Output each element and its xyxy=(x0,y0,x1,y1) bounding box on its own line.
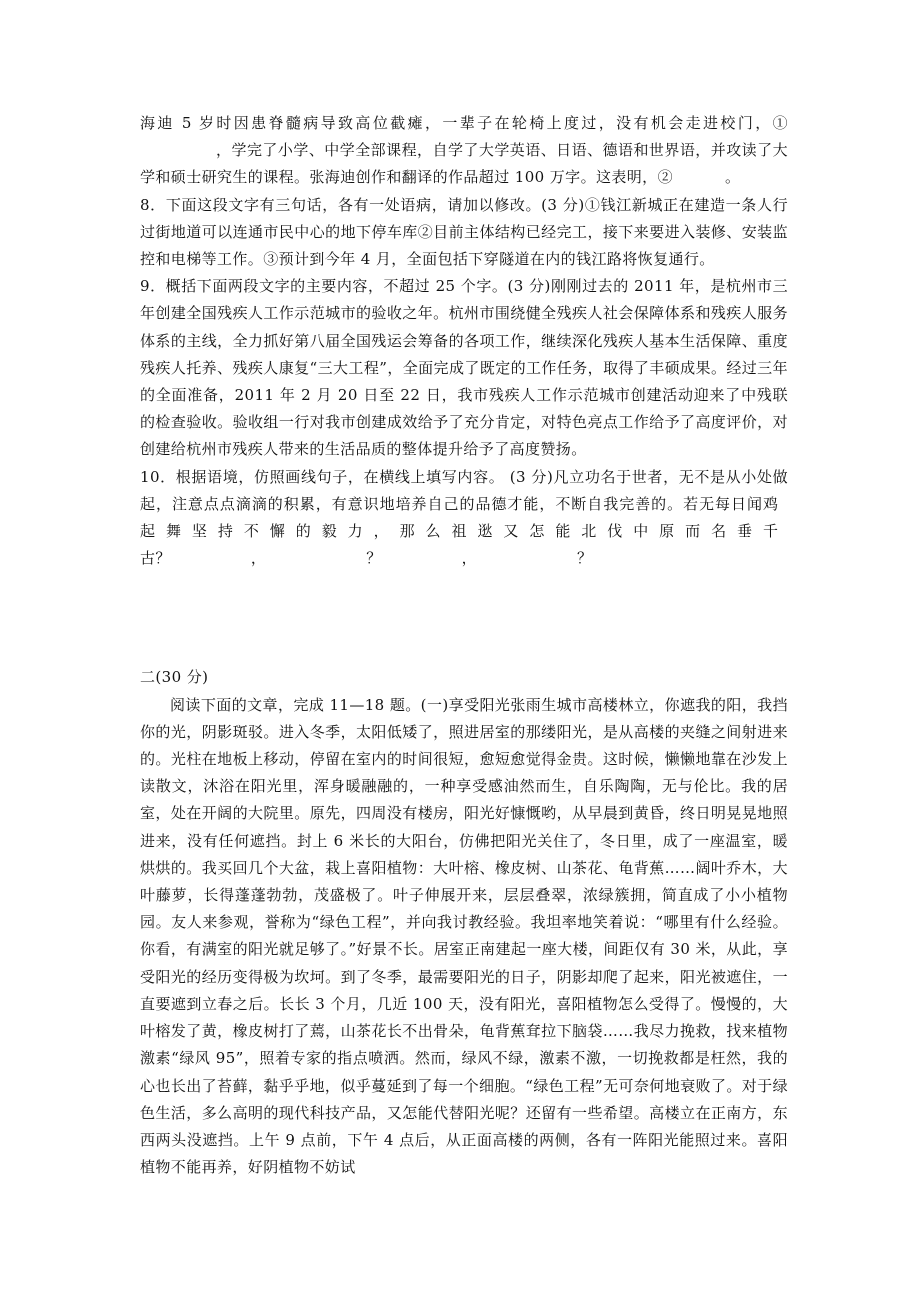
reading-passage: 阅读下面的文章，完成 11—18 题。(一)享受阳光张雨生城市高楼林立，你遮我的阳，我挡你的光，阴影斑驳。进入冬季，太阳低矮了，照进居室的那缕阳光，是从高楼的夹缝之间射进来的。光柱在地板上移动，停留在室内的时间很短，愈短愈觉得金贵。这时候，懒懒地靠在沙发上读散文，沐浴在阳光里，浑身暖融融的，一种享受感油然而生，自乐陶陶，无与伦比。我的居室，处在开阔的大院里。原先，四周没有楼房，阳光好慷慨哟，从早晨到黄昏，终日明晃晃地照进来，没有任何遮挡。封上 6 米长的大阳台，仿佛把阳光关住了，冬日里，成了一座温室，暖烘烘的。我买回几个大盆，栽上喜阳植物：大叶榕、橡皮树、山茶花、龟背蕉……阔叶乔木，大叶藤萝，长得蓬蓬勃勃，茂盛极了。叶子伸展开来，层层叠翠，浓绿簇拥，简直成了小小植物园。友人来参观，誉称为“绿色工程”，并向我讨教经验。我坦率地笑着说：“哪里有什么经验。你看，有满室的阳光就足够了。”好景不长。居室正南建起一座大楼，间距仅有 30 米，从此，享受阳光的经历变得极为坎坷。到了冬季，最需要阳光的日子，阴影却爬了起来，阳光被遮住，一直要遮到立春之后。长长 3 个月，几近 100 天，没有阳光，喜阳植物怎么受得了。慢慢的，大叶榕发了黄，橡皮树打了蔫，山茶花长不出骨朵，龟背蕉耷拉下脑袋……我尽力挽救，找来植物激素“绿风 95”，照着专家的指点喷洒。然而，绿风不绿，激素不激，一切挽救都是枉然，我的心也长出了苔藓，黏乎乎地，似乎蔓延到了每一个细胞。“绿色工程”无可奈何地衰败了。对于绿色生活，多么高明的现代科技产品，又怎能代替阳光呢？还留有一些希望。高楼立在正南方，东西两头没遮挡。上午 9 点前，下午 4 点后，从正面高楼的两侧，各有一阵阳光能照过来。喜阳植物不能再养，好阴植物不妨试 xyxy=(140,695,788,1177)
question-10-spread-line: 鸡起舞坚持不懈的毅力，那么祖逖又怎能北伐中原而名垂千 xyxy=(140,494,788,541)
blank-marker-1: ① xyxy=(772,114,788,132)
section-2-heading: 二(30 分) xyxy=(140,668,209,687)
question-10: 10．根据语境，仿照画线句子，在横线上填写内容。 (3 分)凡立功名于世者，无不是从小处做起，注意点点滴滴的积累，有意识地培养自己的品德才能，不断自我完善的。若无每日闻鸡起舞坚持不懈的毅力，那么祖逖又怎能北伐中原而名垂千古？ ， ？ ， ？ xyxy=(140,467,788,568)
question-7-tail: 海迪 5 岁时因患脊髓病导致高位截瘫，一辈子在轮椅上度过，没有机会走进校门，①，学完了小学、中学全部课程，自学了大学英语、日语、德语和世界语，并攻读了大学和硕士研究生的课程。张海迪创作和翻译的作品超过 100 万字。这表明，② 。 xyxy=(140,114,788,187)
document-page xyxy=(140,110,788,1181)
question-8: 8．下面这段文字有三句话，各有一处语病，请加以修改。(3 分)①钱江新城正在建造一条人行过街地道可以连通市民中心的地下停车库②目前主体结构已经完工，接下来要进入装修、安装监控和电梯等工作。③预计到今年 4 月，全面包括下穿隧道在内的钱江路将恢复通行。 xyxy=(140,195,788,269)
section-gap xyxy=(140,572,788,664)
question-9: 9．概括下面两段文字的主要内容，不超过 25 个字。(3 分)刚刚过去的 2011 年，是杭州市三年创建全国残疾人工作示范城市的验收之年。杭州市围绕健全残疾人社会保障体系和残疾人服务体系的主线，全力抓好第八届全国残运会筹备的各项工作，继续深化残疾人基本生活保障、重度残疾人托养、残疾人康复“三大工程”，全面完成了既定的工作任务，取得了丰硕成果。经过三年的全面准备，2011 年 2 月 20 日至 22 日，我市残疾人工作示范城市创建活动迎来了中残联的检查验收。验收组一行对我市创建成效给予了充分肯定，对特色亮点工作给予了高度评价，对创建给杭州市残疾人带来的生活品质的整体提升给予了高度赞扬。 xyxy=(140,277,788,459)
blank-marker-2: ② xyxy=(657,168,673,187)
